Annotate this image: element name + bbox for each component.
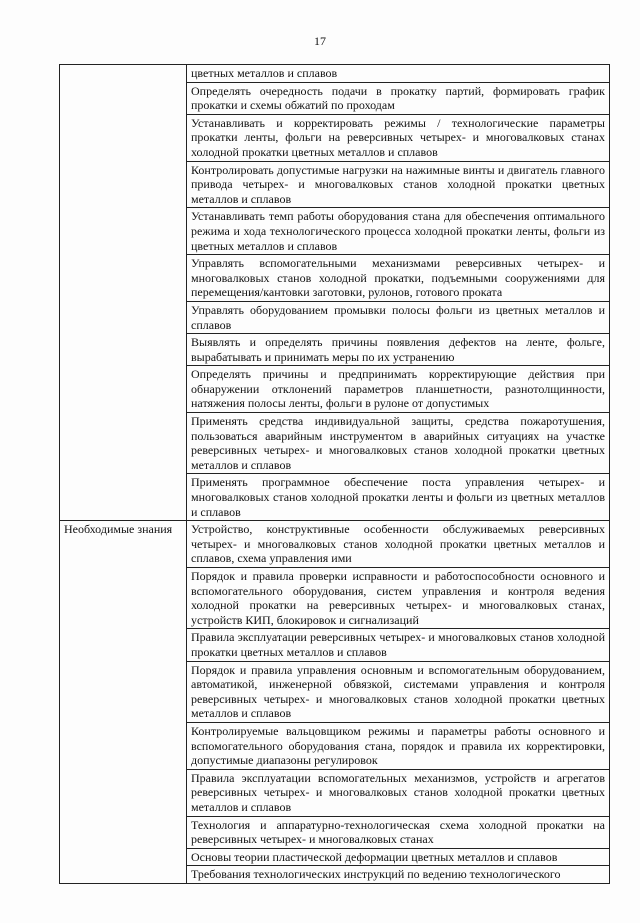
knowledge-item: Устройство, конструктивные особенности обслуживаемых реверсивных четырех- и многовалковых станов холодной прокатки цветных металлов и сплавов, схема управления ими xyxy=(187,521,610,568)
skill-item: Устанавливать темп работы оборудования стана для обеспечения оптимального режима и хода технологического процесса холодной прокатки ленты, фольги из цветных металлов и сплавов xyxy=(187,208,610,255)
skill-item: Выявлять и определять причины появления дефектов на ленте, фольге, вырабатывать и принимать меры по их устранению xyxy=(187,334,610,366)
skill-item: Определять очередность подачи в прокатку партий, формировать график прокатки и схемы обжатий по проходам xyxy=(187,82,610,114)
skills-label-cell xyxy=(60,65,187,521)
requirements-table xyxy=(59,64,610,884)
knowledge-item: Правила эксплуатации реверсивных четырех- и многовалковых станов холодной прокатки цветных металлов и сплавов xyxy=(187,629,610,661)
skill-item: Применять программное обеспечение поста управления четырех- и многовалковых станов холодной прокатки ленты и фольги из цветных металлов и сплавов xyxy=(187,474,610,521)
page-number: 17 xyxy=(314,34,326,48)
knowledge-item: Технология и аппаратурно-технологическая схема холодной прокатки на реверсивных четырех- и многовалковых станах xyxy=(187,816,610,848)
skill-item: Контролировать допустимые нагрузки на нажимные винты и двигатель главного привода четырех- и многовалковых станов холодной прокатки цветных металлов и сплавов xyxy=(187,161,610,208)
knowledge-item: Порядок и правила проверки исправности и работоспособности основного и вспомогательного оборудования, систем управления и контроля ведения холодной прокатки на реверсивных четырех- и многовалковых станах, устройств КИП, блокировок и сигнализаций xyxy=(187,568,610,629)
skill-item: Устанавливать и корректировать режимы / технологические параметры прокатки ленты, фольги на реверсивных четырех- и многовалковых станах холодной прокатки цветных металлов и сплавов xyxy=(187,114,610,161)
knowledge-item: Порядок и правила управления основным и вспомогательным оборудованием, автоматикой, инженерной обвязкой, системами управления и контроля реверсивных четырех- и многовалковых станов холодной прокатки цветных металлов и сплавов xyxy=(187,661,610,722)
skill-item: Применять средства индивидуальной защиты, средства пожаротушения, пользоваться аварийным инструментом в аварийных ситуациях на участке реверсивных четырех- и многовалковых станов холодной прокатки цветных металлов и сплавов xyxy=(187,413,610,474)
table-row xyxy=(60,65,610,83)
knowledge-item: Требования технологических инструкций по ведению технологического xyxy=(187,866,610,884)
skill-item: Определять причины и предпринимать корректирующие действия при обнаружении отклонений параметров планшетности, разнотолщинности, натяжения полосы ленты, фольги в рулоне от допустимых xyxy=(187,366,610,413)
skill-item: Управлять вспомогательными механизмами реверсивных четырех- и многовалковых станов холодной прокатки, подъемными сооружениями для перемещения/кантовки заготовки, рулонов, готового проката xyxy=(187,255,610,302)
table-row xyxy=(60,521,610,568)
knowledge-item: Основы теории пластической деформации цветных металлов и сплавов xyxy=(187,848,610,866)
skill-item: цветных металлов и сплавов xyxy=(187,65,610,83)
knowledge-item: Правила эксплуатации вспомогательных механизмов, устройств и агрегатов реверсивных четырех- и многовалковых станов холодной прокатки цветных металлов и сплавов xyxy=(187,769,610,816)
knowledge-item: Контролируемые вальцовщиком режимы и параметры работы основного и вспомогательного оборудования стана, порядок и правила их корректировки, допустимые диапазоны регулировок xyxy=(187,722,610,769)
knowledge-label: Необходимые знания xyxy=(60,521,187,884)
skill-item: Управлять оборудованием промывки полосы фольги из цветных металлов и сплавов xyxy=(187,301,610,333)
